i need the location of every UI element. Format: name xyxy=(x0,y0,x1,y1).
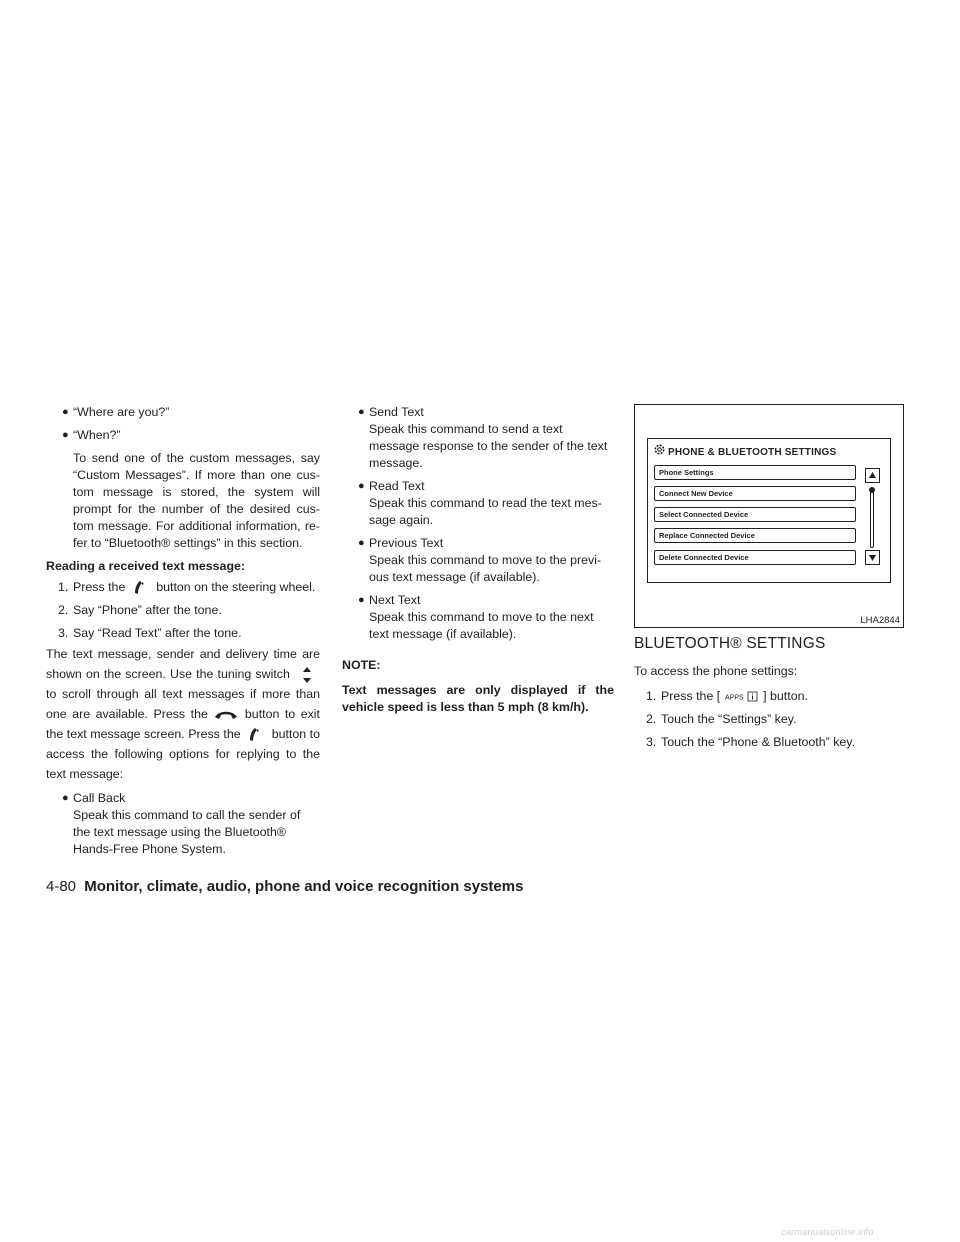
watermark: carmanualsonline.info xyxy=(781,1227,874,1238)
step-item: 2. Touch the “Settings” key. xyxy=(646,712,797,726)
text-message-paragraph: The text message, sender and delivery time are shown on the screen. Use the tuning switch to scroll through all text messages if more than one are available. Press the button to exit the text message screen. Press the button to access the following options for replying to the text message: xyxy=(46,647,320,781)
phone-bluetooth-settings-screen xyxy=(647,438,891,583)
menu-delete-connected-device: Delete Connected Device xyxy=(654,550,856,565)
intro-text: To access the phone settings: xyxy=(634,664,798,678)
settings-screen-figure xyxy=(634,404,904,628)
list-item: ● Read Text Speak this command to read the text mes-sage again. xyxy=(358,479,602,527)
tuning-switch-icon xyxy=(294,666,320,684)
list-item: ● Send Text Speak this command to send a text message response to the sender of the text message. xyxy=(358,405,608,470)
phone-end-icon xyxy=(213,708,239,722)
svg-text:APPS: APPS xyxy=(724,694,744,702)
list-item: ● Call Back Speak this command to call the sender of the text message using the Bluetooth® Hands-Free Phone System. xyxy=(62,791,301,856)
menu-select-connected-device: Select Connected Device xyxy=(654,507,856,522)
page-footer xyxy=(46,877,523,896)
scrollbar-thumb xyxy=(869,487,875,493)
list-item: ● “Where are you?” xyxy=(62,405,170,419)
step-item: 1. Press the button on the steering wheel. xyxy=(58,580,316,594)
list-item: ● “When?” xyxy=(62,428,121,442)
note-text: Text messages are only displayed if the vehicle speed is less than 5 mph (8 km/h). xyxy=(342,683,614,714)
step-item: 1. Press the [ APPS ] button. xyxy=(646,689,808,703)
scroll-down-icon xyxy=(865,550,880,565)
phone-talk-icon xyxy=(129,580,153,596)
apps-info-icon xyxy=(724,691,760,702)
scroll-up-icon xyxy=(865,468,880,483)
gear-icon xyxy=(653,443,666,456)
menu-replace-connected-device: Replace Connected Device xyxy=(654,528,856,543)
column-right xyxy=(634,404,906,757)
phone-talk-icon xyxy=(244,727,268,743)
section-heading: Reading a received text message: xyxy=(46,559,246,573)
note-label: NOTE: xyxy=(342,658,381,672)
column-left xyxy=(46,404,320,864)
step-item: 3. Say “Read Text” after the tone. xyxy=(58,626,242,640)
menu-phone-settings: Phone Settings xyxy=(654,465,856,480)
step-item: 2. Say “Phone” after the tone. xyxy=(58,603,222,617)
list-item: ● Next Text Speak this command to move to the next text message (if available). xyxy=(358,593,594,641)
column-middle xyxy=(342,404,614,722)
screen-title: PHONE & BLUETOOTH SETTINGS xyxy=(668,447,837,458)
list-item: ● Previous Text Speak this command to move to the previ-ous text message (if available). xyxy=(358,536,602,584)
page-number: 4-80 xyxy=(46,878,77,895)
step-item: 3. Touch the “Phone & Bluetooth” key. xyxy=(646,735,856,749)
scrollbar-track xyxy=(870,488,874,548)
figure-code: LHA2844 xyxy=(860,615,900,626)
custom-messages-paragraph: To send one of the custom messages, say “Custom Messages”. If more than one cus-tom message is stored, the system will prompt for the number of the desired cus-tom message. For additional information, re-fer to “Bluetooth® settings” in this section. xyxy=(73,451,320,550)
chapter-title: Monitor, climate, audio, phone and voice recognition systems xyxy=(84,878,524,895)
section-title: BLUETOOTH® SETTINGS xyxy=(634,635,826,652)
menu-connect-new-device: Connect New Device xyxy=(654,486,856,501)
